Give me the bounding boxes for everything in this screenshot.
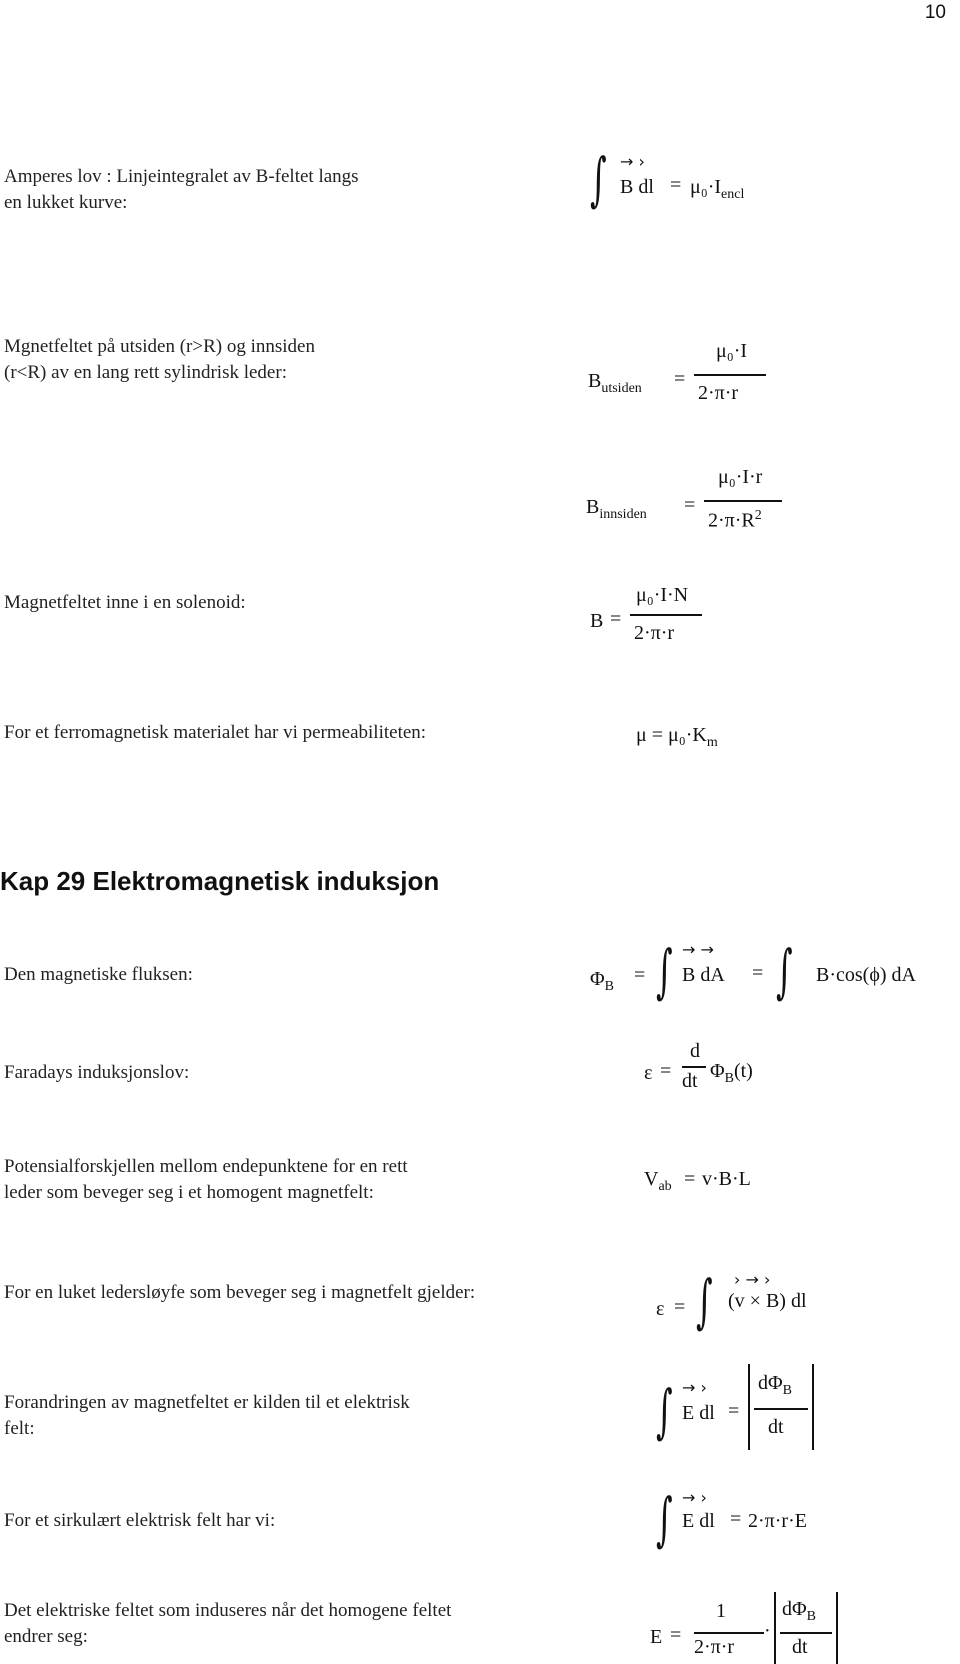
potensial-formula: $V_{ab}$ = v·B·L bbox=[644, 1168, 751, 1194]
vector-arrow: › → › bbox=[734, 1270, 771, 1289]
homogen-formula: E = 1 2·π·r · $d\Phi_B$ dt bbox=[650, 1592, 890, 1664]
faraday-formula: ε = d dt $\Phi_B(t)$ bbox=[644, 1040, 753, 1092]
ferro-label: For et ferromagnetisk materialet har vi permeabiliteten: bbox=[4, 722, 427, 743]
potensial-label: Potensialforskjellen mellom endepunktene for en rett leder som beveger seg i et homogent magnetfelt: bbox=[4, 1156, 408, 1203]
integral-sign: ∫ bbox=[776, 937, 793, 1005]
b-utsiden-formula: $B_{utsiden}$ = μ₀·I 2·π·r bbox=[588, 340, 808, 420]
amperes-label: Amperes lov : Linjeintegralet av B-feltet langs en lukket kurve: bbox=[4, 166, 359, 213]
fluks-label: Den magnetiske fluksen: bbox=[4, 964, 193, 985]
sloyfe-label: For en luket ledersløyfe som beveger seg i magnetfelt gjelder: bbox=[4, 1282, 476, 1303]
fluks-formula: $\Phi_B$ = ∫ → → B dA = ∫ B·cos(ϕ) dA bbox=[590, 937, 916, 1005]
page-number: 10 bbox=[924, 2, 946, 23]
integral-sign: ∫ bbox=[656, 1377, 673, 1445]
homogen-label: Det elektriske feltet som induseres når det homogene feltet endrer seg: bbox=[4, 1600, 452, 1647]
integral-sign: ∫ bbox=[656, 1485, 673, 1553]
vector-arrow: → › bbox=[682, 1488, 707, 1507]
ferro-formula: $\mu = \mu_0\cdot K_m$ bbox=[636, 724, 718, 750]
faraday-label: Faradays induksjonslov: bbox=[4, 1062, 190, 1083]
sloyfe-formula: ε = ∫ › → › (v × B) dl bbox=[656, 1267, 807, 1335]
solenoid-formula: B = μ₀·I·N 2·π·r bbox=[590, 584, 790, 664]
b-innsiden-formula: $B_{innsiden}$ = μ₀·I·r $2\cdot\pi\cdot R^2$ bbox=[586, 466, 826, 546]
amperes-formula: ∫ → › B dl = $\mu_0\cdot I_{encl}$ bbox=[590, 145, 745, 213]
vector-arrow: → › bbox=[620, 152, 645, 171]
forandring-label: Forandringen av magnetfeltet er kilden til et elektrisk felt: bbox=[4, 1392, 410, 1439]
integral-sign: ∫ bbox=[696, 1267, 713, 1335]
vector-arrow: → › bbox=[682, 1378, 707, 1397]
vector-arrow: → → bbox=[682, 940, 714, 959]
integral-sign: ∫ bbox=[656, 937, 673, 1005]
sirkular-label: For et sirkulært elektrisk felt har vi: bbox=[4, 1510, 276, 1531]
chapter-heading: Kap 29 Elektromagnetisk induksjon bbox=[0, 866, 440, 896]
forandring-formula: ∫ → › E dl = $d\Phi_B$ dt bbox=[656, 1364, 836, 1454]
solenoid-label: Magnetfeltet inne i en solenoid: bbox=[4, 592, 246, 613]
integral-sign: ∫ bbox=[590, 145, 607, 213]
sylinder-label: Mgnetfeltet på utsiden (r>R) og innsiden (r<R) av en lang rett sylindrisk leder: bbox=[4, 336, 315, 383]
sirkular-formula: ∫ → › E dl = 2·π·r·E bbox=[656, 1485, 807, 1553]
